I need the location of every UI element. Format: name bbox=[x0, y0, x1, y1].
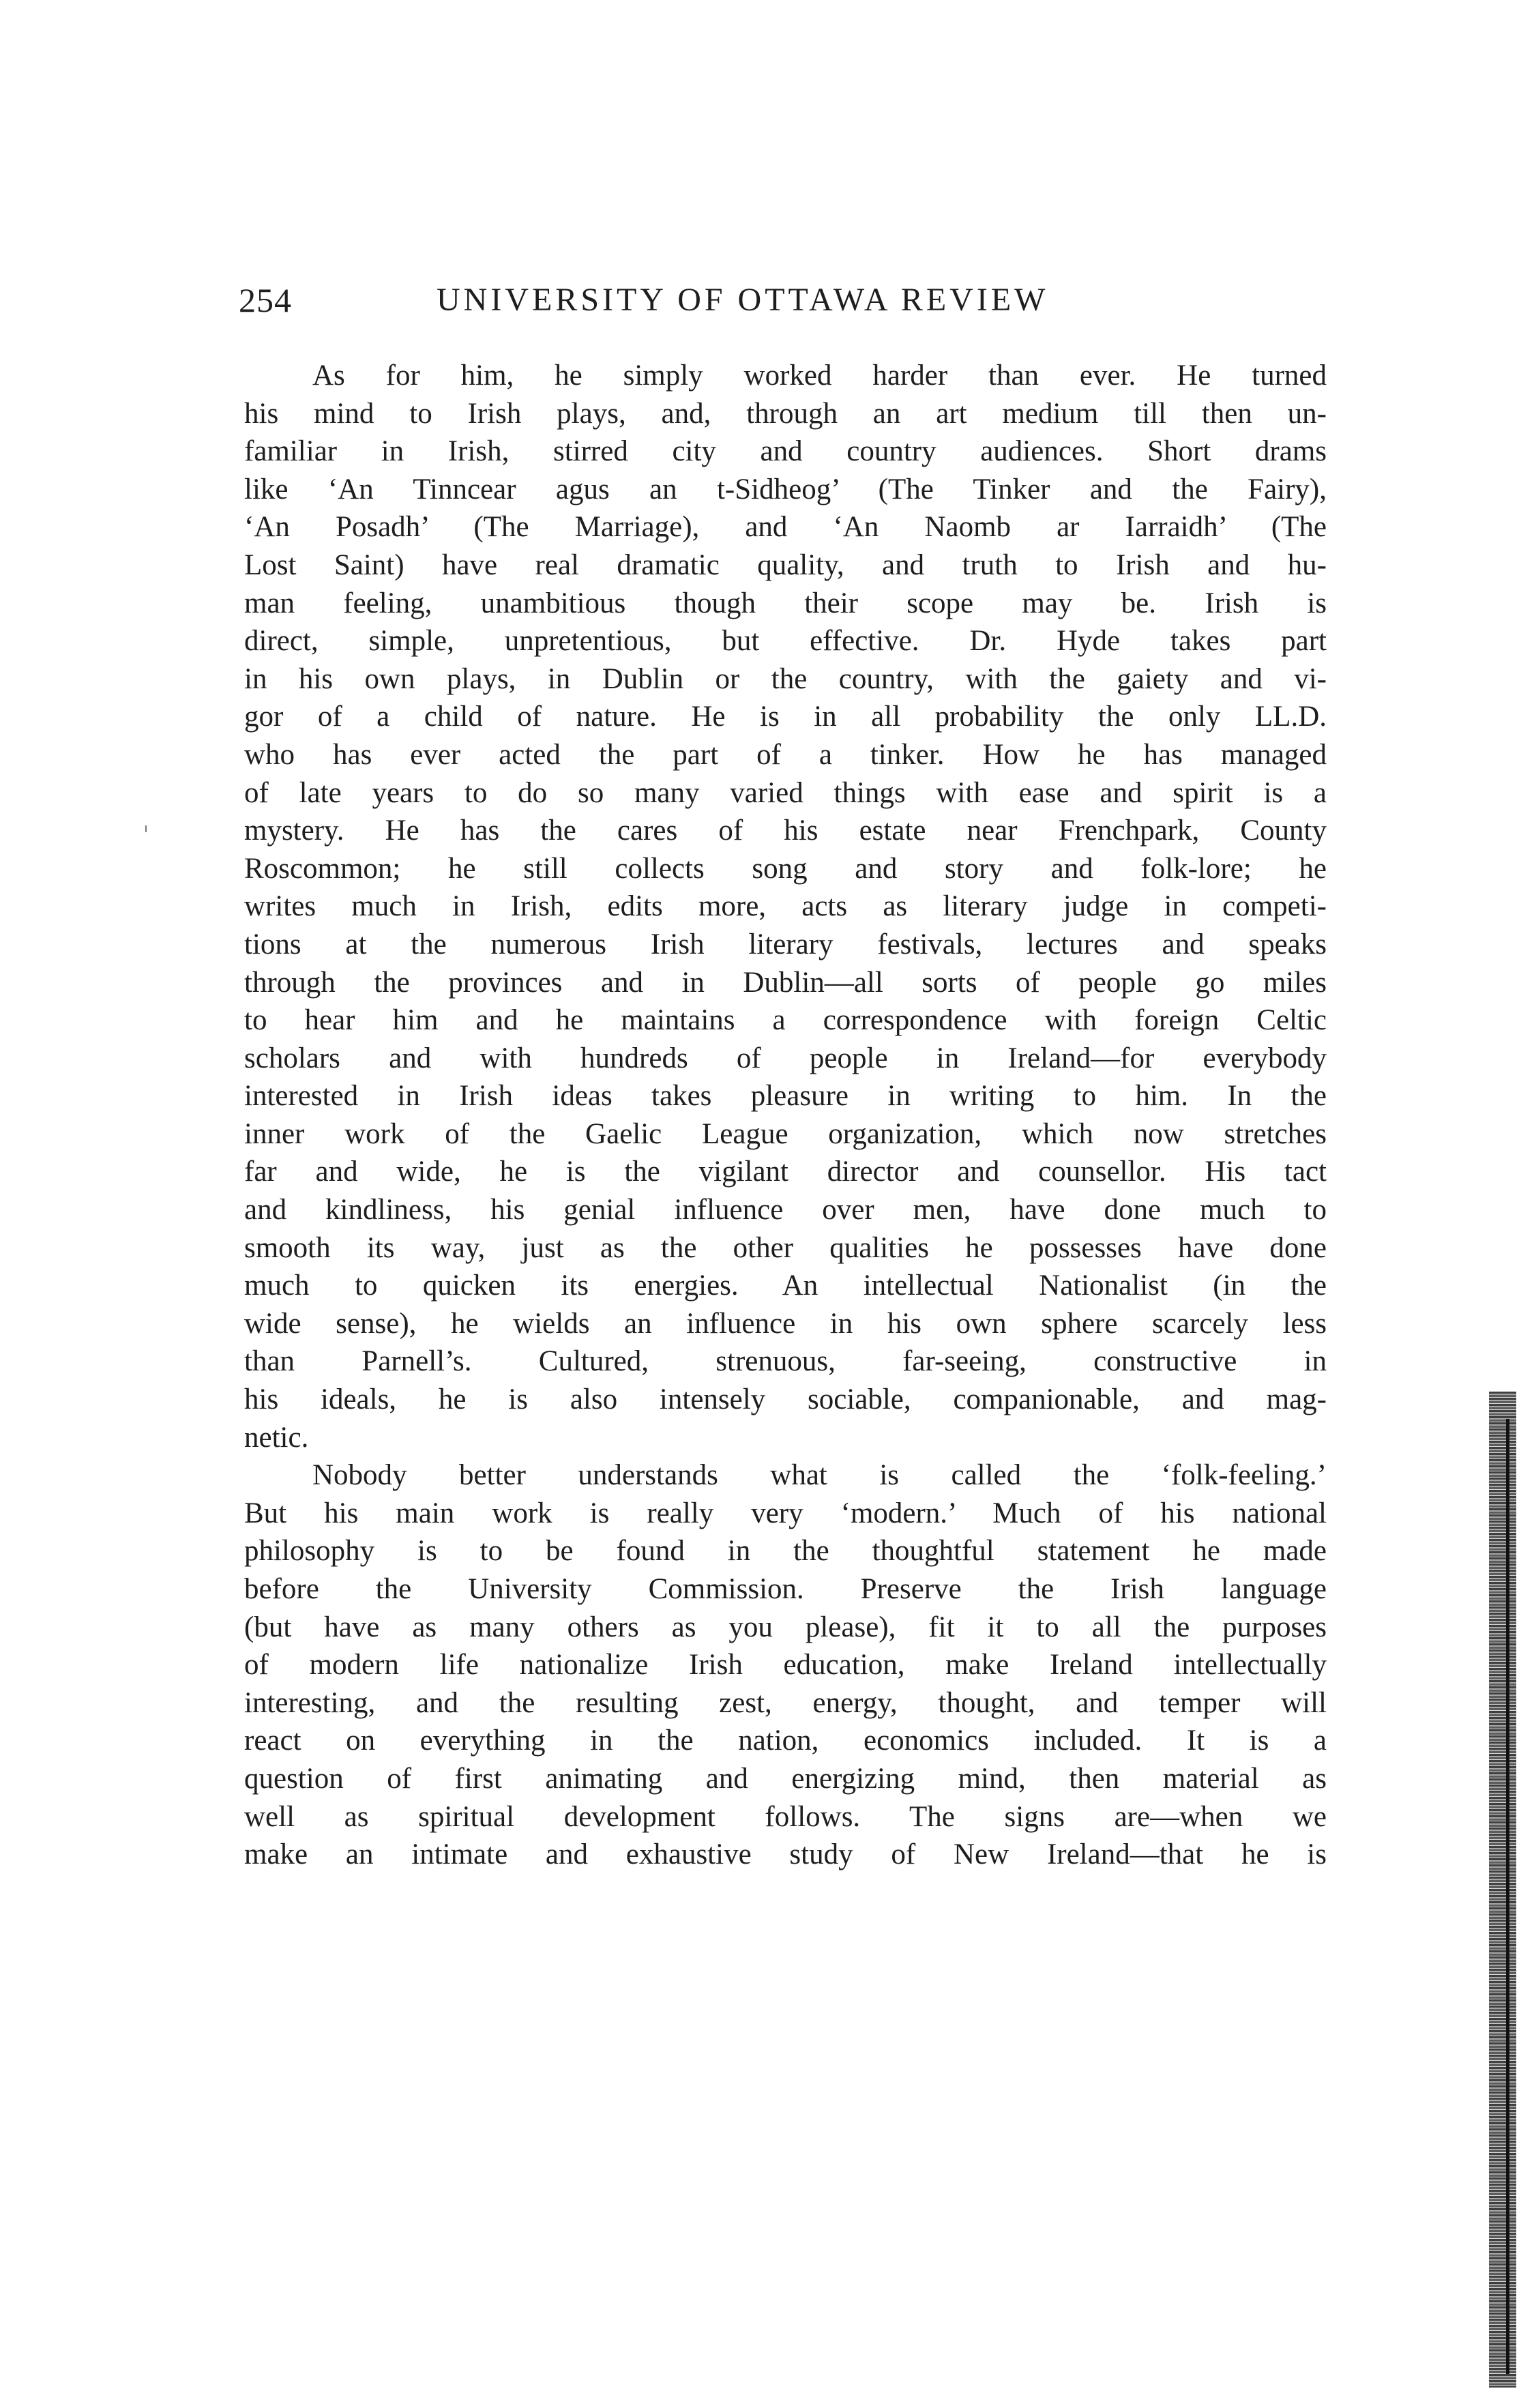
text-line: writes much in Irish, edits more, acts as literary judge in competi- bbox=[244, 890, 1327, 923]
text-line: gor of a child of nature. He is in all probability the only LL.D. bbox=[244, 701, 1327, 733]
text-line: before the University Commission. Preserve the Irish language bbox=[244, 1573, 1327, 1605]
margin-mark bbox=[145, 825, 147, 832]
text-line: make an intimate and exhaustive study of New Ireland—that he is bbox=[244, 1838, 1327, 1871]
text-line: netic. bbox=[244, 1421, 309, 1454]
text-line: his mind to Irish plays, and, through an art medium till then un- bbox=[244, 397, 1327, 430]
text-line: his ideals, he is also intensely sociable, companionable, and mag- bbox=[244, 1383, 1327, 1416]
text-line: direct, simple, unpretentious, but effective. Dr. Hyde takes part bbox=[244, 625, 1327, 658]
text-line: Roscommon; he still collects song and story and folk-lore; he bbox=[244, 852, 1327, 885]
binding-edge-line bbox=[1506, 1419, 1509, 2374]
text-line: wide sense), he wields an influence in his own sphere scarcely less bbox=[244, 1307, 1327, 1340]
text-line: like ‘An Tinncear agus an t-Sidheog’ (The Tinker and the Fairy), bbox=[244, 473, 1327, 505]
text-line: inner work of the Gaelic League organization, which now stretches bbox=[244, 1117, 1327, 1150]
running-head bbox=[239, 276, 1330, 324]
text-line: react on everything in the nation, economics included. It is a bbox=[244, 1724, 1327, 1757]
text-line: interested in Irish ideas takes pleasure in writing to him. In the bbox=[244, 1080, 1327, 1113]
text-line: of modern life nationalize Irish education, make Ireland intellectually bbox=[244, 1649, 1327, 1682]
text-line: than Parnell’s. Cultured, strenuous, far-seeing, constructive in bbox=[244, 1345, 1327, 1378]
text-line: man feeling, unambitious though their scope may be. Irish is bbox=[244, 587, 1327, 619]
text-line: familiar in Irish, stirred city and country audiences. Short drams bbox=[244, 435, 1327, 468]
text-line: question of first animating and energizing mind, then material as bbox=[244, 1762, 1327, 1795]
text-line: scholars and with hundreds of people in Ireland—for everybody bbox=[244, 1042, 1327, 1074]
text-line: well as spiritual development follows. The signs are—when we bbox=[244, 1800, 1327, 1833]
text-line: of late years to do so many varied things with ease and spirit is a bbox=[244, 776, 1327, 809]
text-line: who has ever acted the part of a tinker. How he has managed bbox=[244, 738, 1327, 771]
text-line: smooth its way, just as the other qualities he possesses have done bbox=[244, 1231, 1327, 1264]
text-line: through the provinces and in Dublin—all sorts of people go miles bbox=[244, 966, 1327, 999]
text-line: philosophy is to be found in the thoughtful statement he made bbox=[244, 1535, 1327, 1568]
text-line: As for him, he simply worked harder than ever. He turned bbox=[312, 359, 1327, 392]
body-text bbox=[244, 357, 1327, 1874]
text-line: interesting, and the resulting zest, energy, thought, and temper will bbox=[244, 1686, 1327, 1719]
journal-title: UNIVERSITY OF OTTAWA REVIEW bbox=[437, 282, 1049, 318]
text-line: to hear him and he maintains a correspondence with foreign Celtic bbox=[244, 1004, 1327, 1037]
text-line: (but have as many others as you please), fit it to all the purposes bbox=[244, 1611, 1327, 1643]
text-line: But his main work is really very ‘modern.’ Much of his national bbox=[244, 1497, 1327, 1529]
text-line: Nobody better understands what is called the ‘folk-feeling.’ bbox=[312, 1459, 1327, 1492]
page-number: 254 bbox=[239, 281, 292, 319]
text-line: ‘An Posadh’ (The Marriage), and ‘An Naomb ar Iarraidh’ (The bbox=[244, 511, 1327, 544]
text-line: much to quicken its energies. An intellectual Nationalist (in the bbox=[244, 1269, 1327, 1302]
text-line: far and wide, he is the vigilant director and counsellor. His tact bbox=[244, 1156, 1327, 1188]
text-line: and kindliness, his genial influence over men, have done much to bbox=[244, 1194, 1327, 1227]
text-line: tions at the numerous Irish literary festivals, lectures and speaks bbox=[244, 928, 1327, 960]
text-line: mystery. He has the cares of his estate near Frenchpark, County bbox=[244, 814, 1327, 847]
text-line: in his own plays, in Dublin or the country, with the gaiety and vi- bbox=[244, 662, 1327, 695]
binding-edge bbox=[1489, 1392, 1516, 2388]
text-line: Lost Saint) have real dramatic quality, and truth to Irish and hu- bbox=[244, 548, 1327, 581]
